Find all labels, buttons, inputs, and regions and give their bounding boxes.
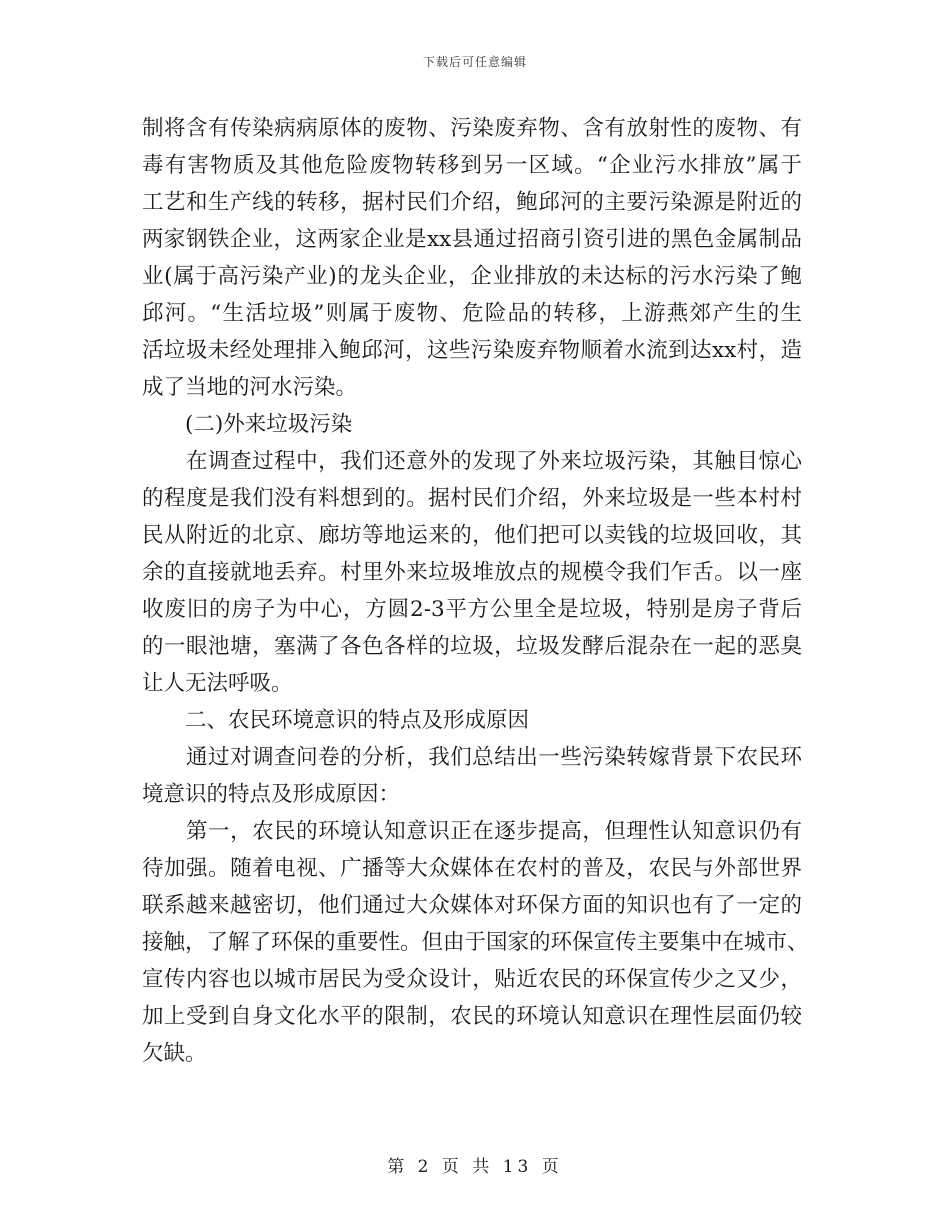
text-line: 活垃圾未经处理排入鲍邱河，这些污染废弃物顺着水流到达xx村，造	[142, 338, 802, 363]
text-line: 让人无法呼吸。	[142, 671, 293, 696]
text-line: 邱河。“生活垃圾”则属于废物、危险品的转移，上游燕郊产生的生	[142, 301, 802, 326]
text-line: (二)外来垃圾污染	[142, 412, 353, 437]
paragraph	[142, 406, 802, 443]
text-line: 二、农民环境意识的特点及形成原因	[142, 708, 530, 733]
text-line: 两家钢铁企业，这两家企业是xx县通过招商引资引进的黑色金属制品	[142, 227, 802, 252]
page-footer: 第 2 页 共 13 页	[387, 1157, 563, 1177]
text-line: 成了当地的河水污染。	[142, 375, 358, 400]
text-line: 加上受到自身文化水平的限制，农民的环境认知意识在理性层面仍较	[142, 1004, 802, 1029]
text-line: 余的直接就地丢弃。村里外来垃圾堆放点的规模令我们乍舌。以一座	[142, 560, 802, 585]
paragraph	[142, 110, 802, 406]
text-line: 第一，农民的环境认知意识正在逐步提高，但理性认知意识仍有	[142, 819, 802, 844]
text-line: 的一眼池塘，塞满了各色各样的垃圾，垃圾发酵后混杂在一起的恶臭	[142, 634, 802, 659]
text-line: 业(属于高污染产业)的龙头企业，企业排放的未达标的污水污染了鲍	[142, 264, 802, 289]
paragraph	[142, 739, 802, 813]
text-line: 工艺和生产线的转移，据村民们介绍，鲍邱河的主要污染源是附近的	[142, 190, 802, 215]
text-line: 境意识的特点及形成原因：	[142, 782, 401, 807]
text-line: 待加强。随着电视、广播等大众媒体在农村的普及，农民与外部世界	[142, 856, 802, 881]
document-body	[142, 110, 809, 1072]
page-header: 下载后可任意编辑	[422, 55, 527, 69]
text-line: 通过对调查问卷的分析，我们总结出一些污染转嫁背景下农民环	[142, 745, 802, 770]
text-line: 的程度是我们没有料想到的。据村民们介绍，外来垃圾是一些本村村	[142, 486, 802, 511]
paragraph	[142, 813, 809, 1072]
text-line: 在调查过程中，我们还意外的发现了外来垃圾污染，其触目惊心	[142, 449, 802, 474]
text-line: 宣传内容也以城市居民为受众设计，贴近农民的环保宣传少之又少，	[142, 967, 802, 992]
paragraph	[142, 702, 802, 739]
text-line: 民从附近的北京、廊坊等地运来的，他们把可以卖钱的垃圾回收，其	[142, 523, 802, 548]
text-line: 制将含有传染病病原体的废物、污染废弃物、含有放射性的废物、有	[142, 116, 802, 141]
text-line: 接触，了解了环保的重要性。但由于国家的环保宣传主要集中在城市、	[142, 930, 809, 955]
paragraph	[142, 443, 802, 702]
text-line: 毒有害物质及其他危险废物转移到另一区域。“企业污水排放”属于	[142, 153, 802, 178]
text-line: 收废旧的房子为中心，方圆2-3平方公里全是垃圾，特别是房子背后	[142, 597, 802, 622]
text-line: 欠缺。	[142, 1041, 207, 1066]
text-line: 联系越来越密切，他们通过大众媒体对环保方面的知识也有了一定的	[142, 893, 802, 918]
